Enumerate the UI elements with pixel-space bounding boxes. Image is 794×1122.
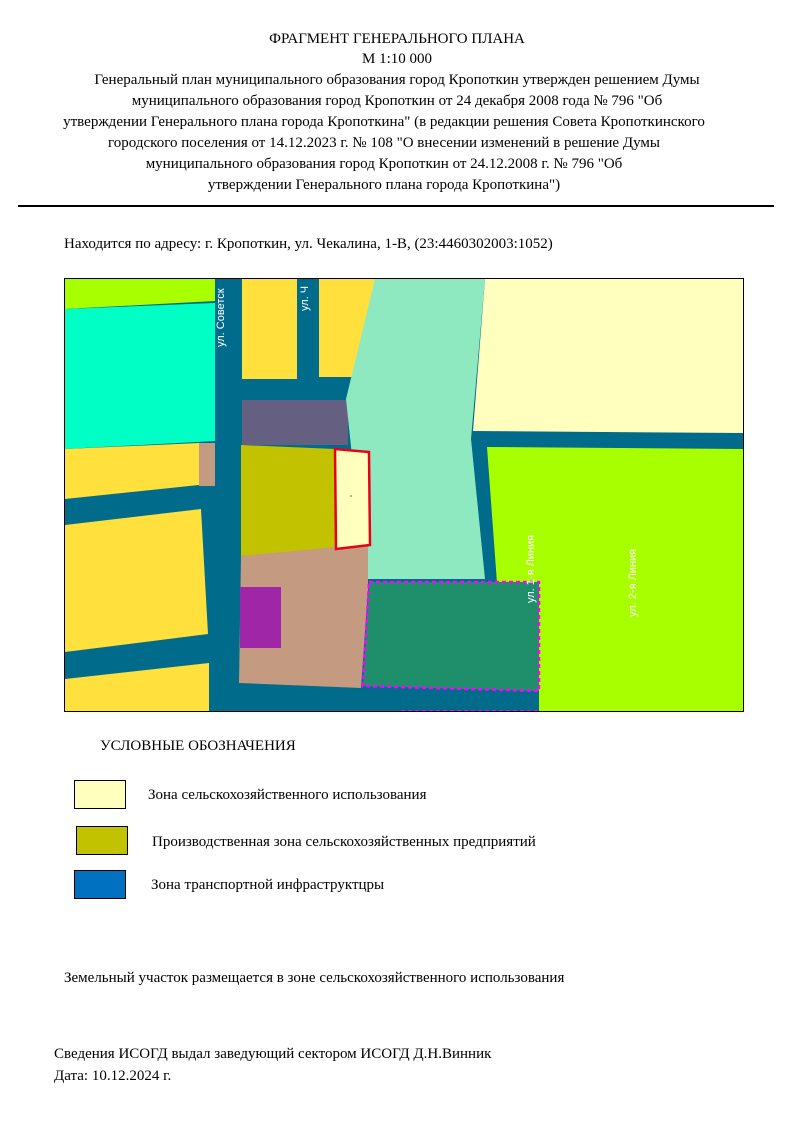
legend-label-agri-use: Зона сельскохозяйственного использования (148, 787, 427, 803)
map-scale: М 1:10 000 (361, 51, 432, 67)
description-line-2: муниципального образования город Кропоткин от 24 декабря 2008 года № 796 "Об (131, 93, 663, 109)
description-line-3: утверждении Генерального плана города Кропоткина" (в редакции решения Совета Кропоткинского (63, 114, 705, 130)
description-line-5: муниципального образования город Кропоткин от 24.12.2008 г. № 796 "Об (145, 156, 623, 172)
street-label-sovetskaya: ул. Советск (215, 288, 227, 347)
zone-small-brown (199, 443, 215, 486)
description-line-1: Генеральный план муниципального образования город Кропоткин утвержден решением Думы (94, 72, 700, 88)
legend-swatch-transport (74, 870, 126, 899)
general-plan-map[interactable] (64, 278, 744, 712)
highlighted-parcel[interactable] (335, 449, 370, 549)
street-label-chekalina: ул. Ч (299, 285, 311, 311)
description-line-4: городского поселения от 14.12.2023 г. № 108 "О внесении изменений в решение Думы (108, 135, 660, 151)
legend-label-agri-production: Производственная зона сельскохозяйственных предприятий (152, 834, 536, 850)
zone-recreation (65, 303, 215, 449)
street-label-line2: ул. 2-я Линия (627, 548, 639, 617)
zone-residential-2 (65, 509, 208, 652)
zone-dark-green (363, 582, 539, 691)
zone-public (242, 400, 348, 445)
issue-date: Дата: 10.12.2024 г. (54, 1068, 172, 1084)
description-line-6: утверждении Генерального плана города Кропоткина") (207, 177, 561, 193)
zone-residential-4 (242, 279, 297, 379)
legend-title: УСЛОВНЫЕ ОБОЗНАЧЕНИЯ (100, 738, 296, 754)
legend-label-transport: Зона транспортной инфраструктцры (151, 877, 385, 893)
issuer-text: Сведения ИСОГД выдал заведующий сектором ИСОГД Д.Н.Винник (54, 1046, 492, 1062)
legend-swatch-agri-use (74, 780, 126, 809)
legend-swatch-agri-production (76, 826, 128, 855)
conclusion-text: Земельный участок размещается в зоне сельскохозяйственного использования (64, 970, 565, 986)
street-label-line1: ул. 1-я Линия (525, 534, 537, 603)
parcel-marker (350, 495, 352, 497)
zone-agri-use-large (473, 279, 744, 433)
parcel-address: Находится по адресу: г. Кропоткин, ул. Чекалина, 1-В, (23:4460302003:1052) (64, 236, 553, 252)
zone-magenta (240, 587, 281, 648)
document-title: ФРАГМЕНТ ГЕНЕРАЛЬНОГО ПЛАНА (269, 31, 525, 47)
header-divider (18, 205, 774, 207)
zone-agri-production (241, 445, 335, 556)
